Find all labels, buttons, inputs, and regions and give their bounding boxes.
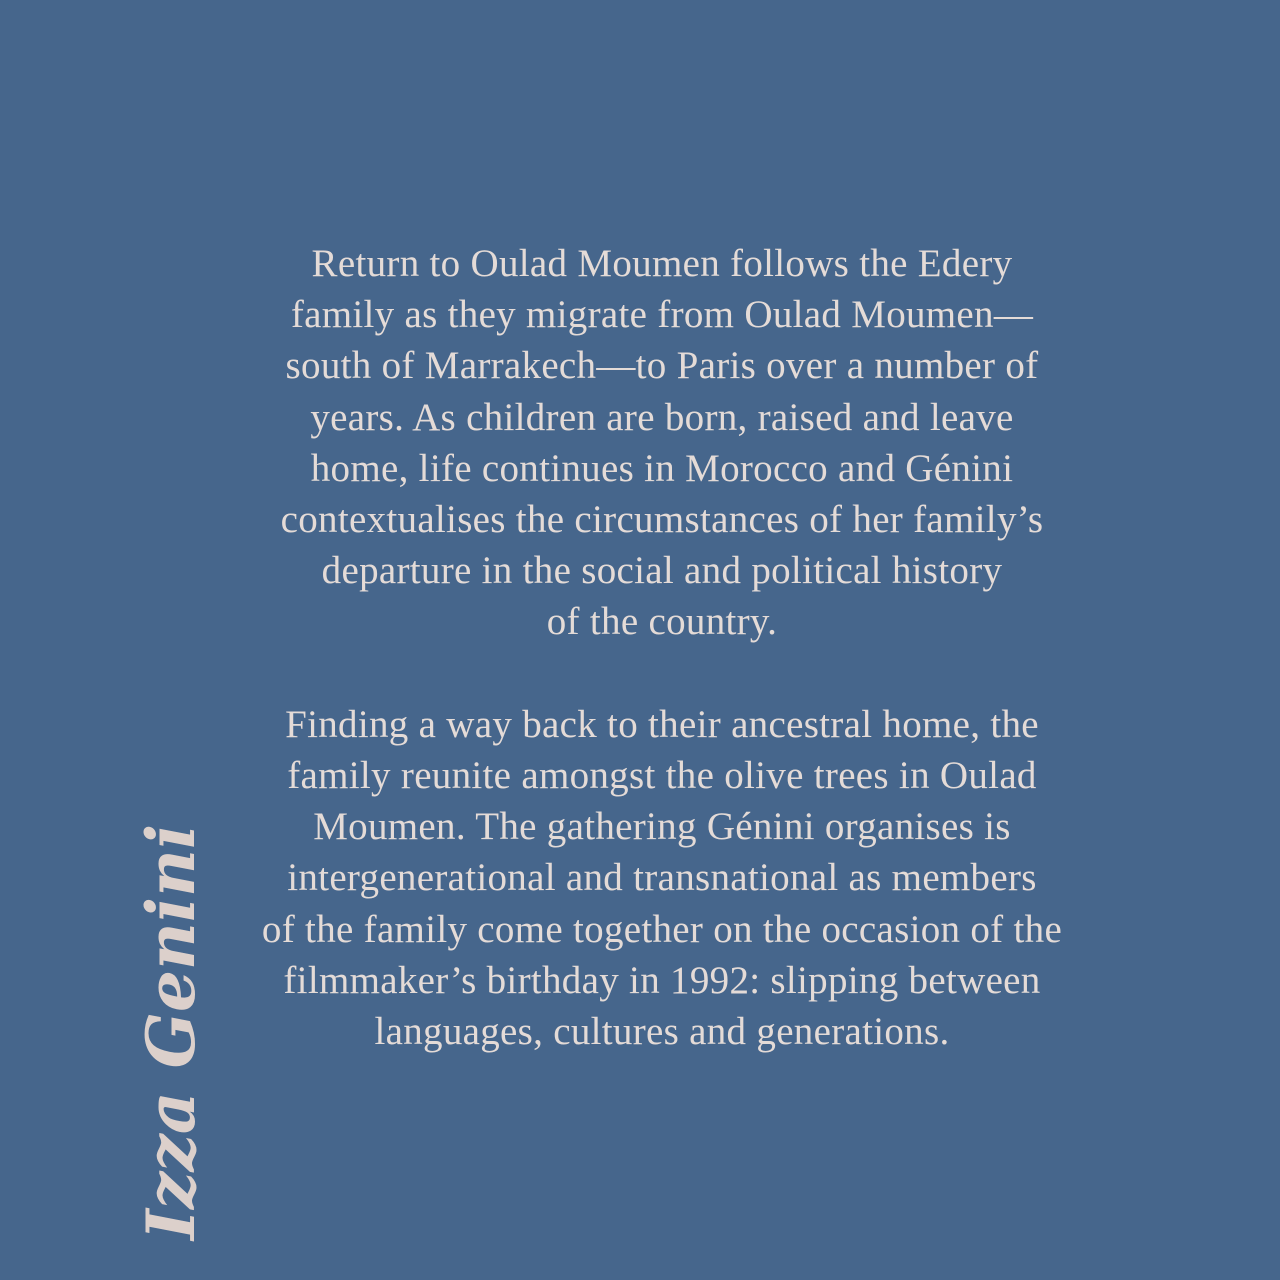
paragraph-2 — [180, 699, 1144, 1057]
artist-name: Izza Genini — [132, 823, 210, 1240]
text-line: south of Marrakech—to Paris over a number of — [285, 344, 1039, 388]
text-line: contextualises the circumstances of her family’s — [280, 498, 1044, 542]
text-line: family as they migrate from Oulad Moumen— — [290, 293, 1034, 337]
text-line: Moumen. The gathering Génini organises is — [313, 805, 1011, 849]
text-line: departure in the social and political history — [321, 549, 1003, 593]
text-line: home, life continues in Morocco and Génini — [310, 446, 1014, 490]
text-line: of the family come together on the occasion of the — [261, 907, 1063, 951]
text-line: Return to Oulad Moumen follows the Edery — [311, 242, 1013, 285]
text-line: languages, cultures and generations. — [374, 1010, 950, 1054]
text-line: intergenerational and transnational as members — [287, 856, 1037, 900]
description-text — [180, 238, 1144, 1057]
paragraph-1 — [180, 238, 1144, 648]
text-line: years. As children are born, raised and leave — [310, 395, 1014, 439]
text-line: of the country. — [546, 600, 778, 644]
text-line: family reunite amongst the olive trees in Oulad — [287, 754, 1037, 798]
text-line: filmmaker’s birthday in 1992: slipping between — [283, 958, 1041, 1002]
text-line: Finding a way back to their ancestral home, the — [285, 702, 1039, 746]
